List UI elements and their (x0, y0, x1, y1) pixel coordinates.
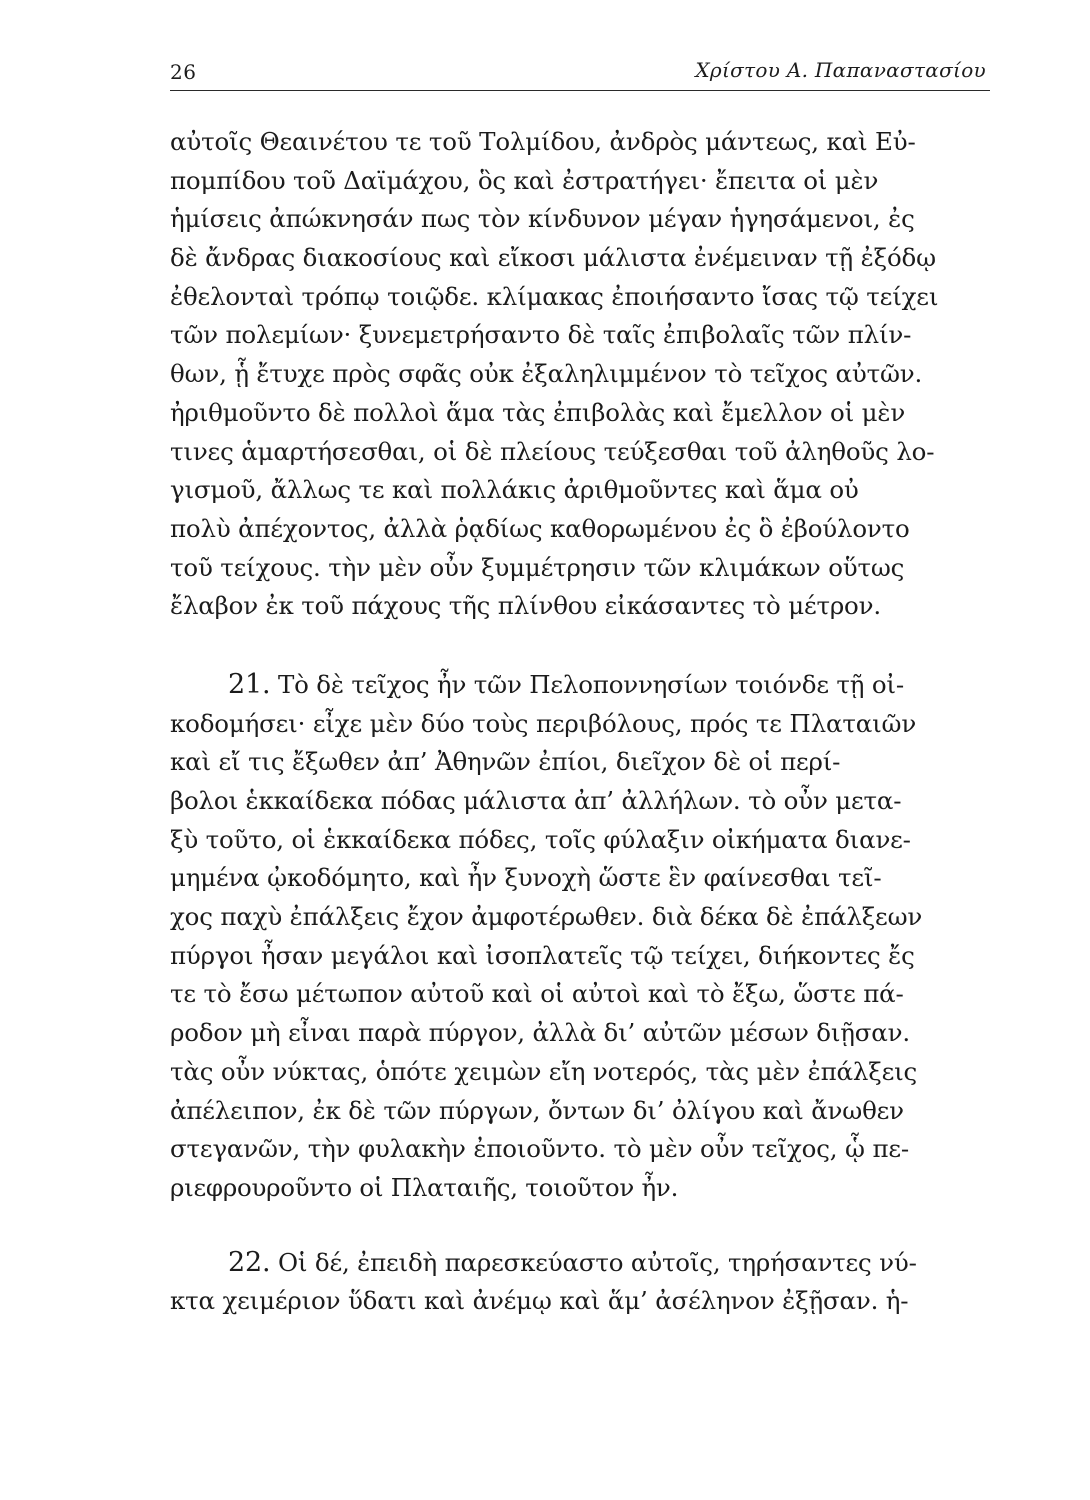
text-line: τοῦ τείχους. τὴν μὲν οὖν ξυμμέτρησιν τῶν κλιμάκων οὕτως (170, 552, 905, 582)
text-line: πύργοι ἦσαν μεγάλοι καὶ ἰσοπλατεῖς τῷ τείχει, διήκοντες ἔς (170, 940, 915, 970)
text-line: ξὺ τοῦτο, οἱ ἑκκαίδεκα πόδες, τοῖς φύλαξιν οἰκήματα διανε- (170, 824, 911, 854)
paragraph-gap (170, 626, 1000, 666)
text-line: χος παχὺ ἐπάλξεις ἔχον ἀμφοτέρωθεν. διὰ δέκα δὲ ἐπάλξεων (170, 902, 923, 932)
paragraph-21 (170, 666, 1000, 1208)
page-header (170, 50, 990, 90)
text-line: πομπίδου τοῦ Δαϊμάχου, ὃς καὶ ἐστρατήγει· ἔπειτα οἱ μὲν (170, 165, 879, 195)
text-line: τινες ἁμαρτήσεσθαι, οἱ δὲ πλείους τεύξεσθαι τοῦ ἀληθοῦς λο- (170, 436, 935, 466)
first-line-text: Οἱ δέ, ἐπειδὴ παρεσκεύαστο αὐτοῖς, τηρήσαντες νύ- (277, 1247, 917, 1277)
text-line: δὲ ἄνδρας διακοσίους καὶ εἴκοσι μάλιστα ἐνέμειναν τῇ ἐξόδῳ (170, 243, 936, 273)
text-line: ἐθελονταὶ τρόπῳ τοιῷδε. κλίμακας ἐποιήσαντο ἴσας τῷ τείχει (170, 281, 939, 311)
text-line: αὐτοῖς Θεαινέτου τε τοῦ Τολμίδου, ἀνδρὸς μάντεως, καὶ Εὐ- (170, 127, 916, 156)
header-rule (170, 90, 990, 91)
text-line: ἠριθμοῦντο δὲ πολλοὶ ἅμα τὰς ἐπιβολὰς καὶ ἔμελλον οἱ μὲν (170, 397, 906, 427)
paragraph-gap (170, 1208, 1000, 1244)
text-line: ἡμίσεις ἀπώκνησάν πως τὸν κίνδυνον μέγαν ἡγησάμενοι, ἐς (170, 204, 915, 234)
paragraph-first-line (170, 666, 1000, 705)
text-line: βολοι ἑκκαίδεκα πόδας μάλιστα ἀπ’ ἀλλήλων. τὸ οὖν μετα- (170, 786, 902, 815)
page-number: 26 (170, 60, 197, 84)
text-line: ἀπέλειπον, ἐκ δὲ τῶν πύργων, ὄντων δι’ ὀλίγου καὶ ἄνωθεν (170, 1095, 904, 1125)
body-text (170, 123, 1000, 1321)
text-line: κοδομήσει· εἶχε μὲν δύο τοὺς περιβόλους, πρός τε Πλαταιῶν (170, 708, 917, 738)
text-line: ροδον μὴ εἶναι παρὰ πύργον, ἀλλὰ δι’ αὐτῶν μέσων διῇσαν. (170, 1018, 911, 1048)
text-line: γισμοῦ, ἄλλως τε καὶ πολλάκις ἀριθμοῦντες καὶ ἅμα οὐ (170, 475, 859, 505)
text-line: τὰς οὖν νύκτας, ὁπότε χειμὼν εἴη νοτερός, τὰς μὲν ἐπάλξεις (170, 1056, 918, 1086)
section-number: 22. (228, 1246, 271, 1278)
text-line: πολὺ ἀπέχοντος, ἀλλὰ ῥᾳδίως καθορωμένου ἐς ὃ ἐβούλοντο (170, 513, 910, 543)
first-line-text: Τὸ δὲ τεῖχος ἦν τῶν Πελοποννησίων τοιόνδε τῇ οἰ- (277, 669, 904, 699)
text-line: μημένα ᾠκοδόμητο, καὶ ἦν ξυνοχὴ ὥστε ἓν φαίνεσθαι τεῖ- (170, 863, 882, 893)
text-line: θων, ᾗ ἔτυχε πρὸς σφᾶς οὐκ ἐξαληλιμμένον τὸ τεῖχος αὐτῶν. (170, 359, 923, 389)
text-line: ριεφρουροῦντο οἱ Πλαταιῆς, τοιοῦτον ἦν. (170, 1172, 679, 1202)
text-line: κτα χειμέριον ὕδατι καὶ ἀνέμῳ καὶ ἅμ’ ἀσέληνον ἐξῇσαν. ἡ- (170, 1286, 909, 1316)
text-line: ἔλαβον ἐκ τοῦ πάχους τῆς πλίνθου εἰκάσαντες τὸ μέτρον. (170, 591, 881, 621)
paragraph-continuation (170, 123, 1000, 626)
text-line: καὶ εἴ τις ἔξωθεν ἀπ’ Ἀθηνῶν ἐπίοι, διεῖχον δὲ οἱ περί- (170, 747, 841, 777)
text-line: τῶν πολεμίων· ξυνεμετρήσαντο δὲ ταῖς ἐπιβολαῖς τῶν πλίν- (170, 320, 912, 350)
paragraph-22 (170, 1244, 1000, 1321)
text-line: τε τὸ ἔσω μέτωπον αὐτοῦ καὶ οἱ αὐτοὶ καὶ τὸ ἔξω, ὥστε πά- (170, 979, 904, 1009)
running-title: Χρίστου Α. Παπαναστασίου (695, 58, 986, 82)
section-number: 21. (228, 668, 271, 700)
paragraph-first-line (170, 1244, 1000, 1283)
text-line: στεγανῶν, τὴν φυλακὴν ἐποιοῦντο. τὸ μὲν οὖν τεῖχος, ᾧ πε- (170, 1134, 909, 1164)
